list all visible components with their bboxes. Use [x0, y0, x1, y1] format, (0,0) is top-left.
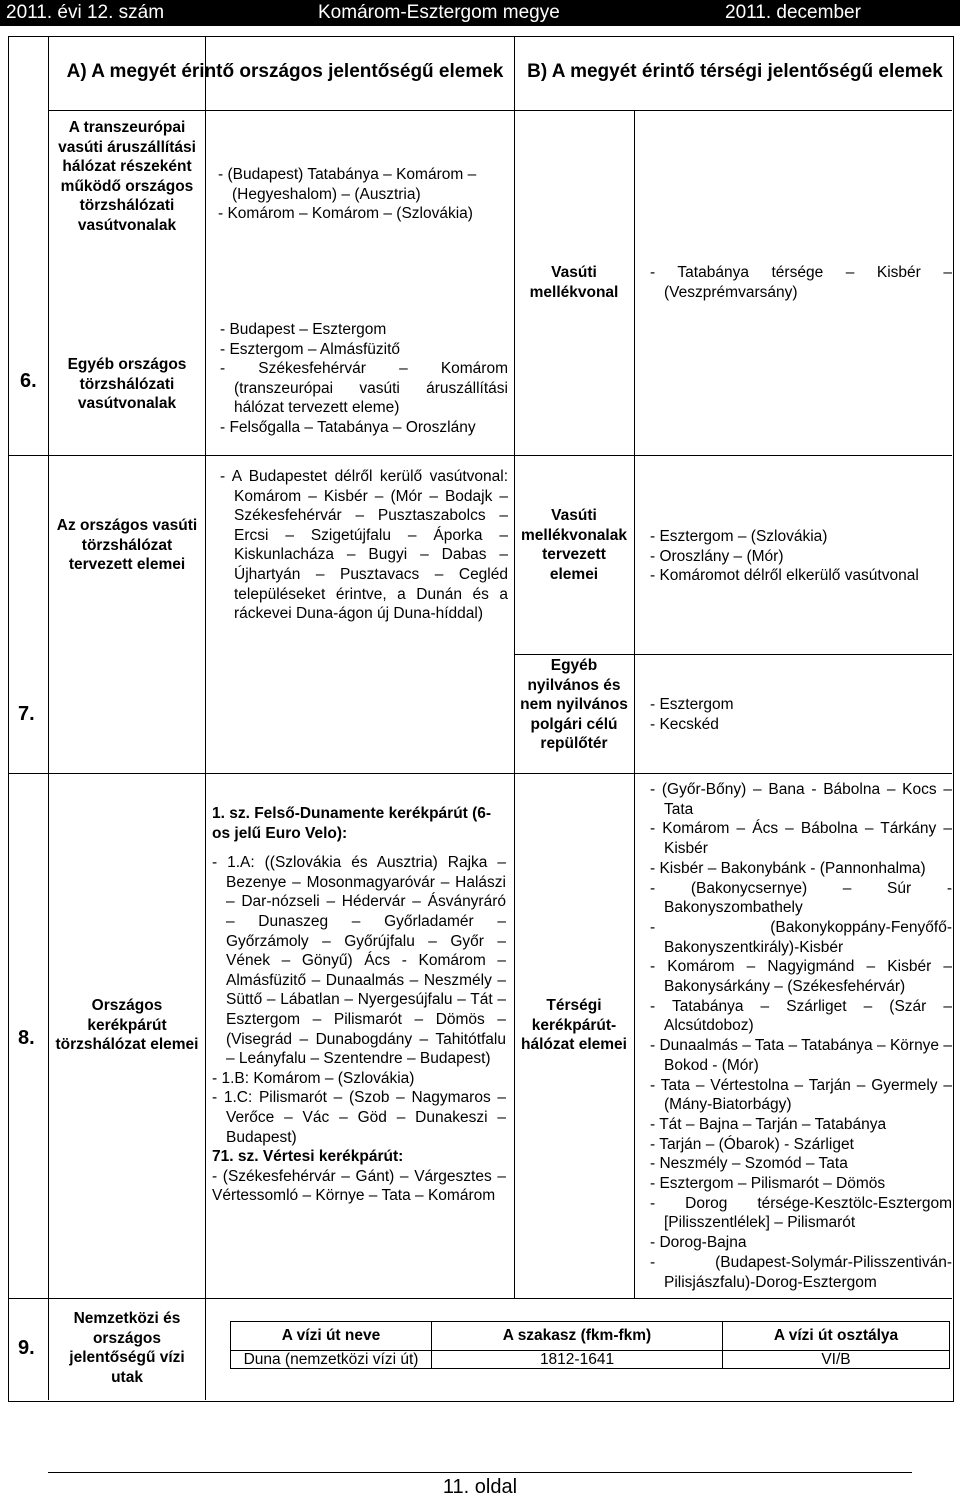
list-item: - Tarján – (Óbarok) - Szárliget	[650, 1135, 854, 1153]
page-number: 11. oldal	[442, 1476, 518, 1498]
row7-a-label: Az országos vasúti törzshálózat tervezett elemei	[56, 517, 198, 574]
route-title: 1. sz. Felső-Dunamente kerékpárút (6-os jelű Euro Velo):	[212, 805, 492, 842]
list-item: - (Bakonycsernye) – Súr - Bakonyszombathely	[650, 879, 952, 917]
list-item: - Tatabánya – Szárliget – (Szár – Alcsútdoboz)	[650, 997, 952, 1035]
grid-line	[205, 36, 206, 1400]
row6-a2-list	[220, 320, 508, 438]
row7-b1-label: Vasúti mellékvonalak tervezett elemei	[521, 507, 627, 583]
row7-b1-list	[650, 527, 952, 586]
page-header	[0, 0, 960, 26]
row6-b1-label: Vasúti mellékvonal	[529, 264, 619, 301]
row-number-7: 7.	[18, 703, 35, 725]
list-item: - Esztergom	[650, 696, 734, 713]
list-item: - Esztergom – Pilismarót – Dömös	[650, 1175, 886, 1193]
route-title: 71. sz. Vértesi kerékpárút:	[212, 1148, 404, 1166]
list-item: - Komárom – Komárom – (Szlovákia)	[218, 205, 473, 223]
table-row	[231, 1351, 950, 1369]
list-item: - Esztergom – Almásfüzitő	[220, 340, 401, 358]
row-number-8: 8.	[18, 1027, 35, 1049]
list-item: - (Budapest-Solymár-Pilisszentiván-Pilisjászfalu)-Dorog-Esztergom	[650, 1253, 952, 1291]
table-header: A vízi út neve	[231, 1322, 432, 1351]
table-cell: VI/B	[723, 1351, 950, 1369]
grid-line	[48, 110, 952, 111]
grid-line	[8, 773, 952, 774]
list-item: - Komáromot délről elkerülő vasútvonal	[650, 567, 919, 585]
row6-a1-list	[218, 165, 506, 224]
row-number-6: 6.	[20, 370, 37, 392]
list-item: - (Budapest) Tatabánya – Komárom – (Hegyeshalom) – (Ausztria)	[218, 166, 477, 203]
list-item: - Tát – Bajna – Tarján – Tatabánya	[650, 1115, 887, 1133]
route-text: - 1.C: Pilismarót – (Szob – Nagymaros – Verőce – Vác – Göd – Dunakeszi – Budapest)	[212, 1089, 506, 1146]
table-header: A szakasz (fkm-fkm)	[432, 1322, 723, 1351]
row7-b2-label: Egyéb nyilvános és nem nyilvános polgári célú repülőtér	[520, 657, 628, 753]
list-item: - Székesfehérvár – Komárom (transzeurópai vasúti áruszállítási hálózat tervezett eleme)	[220, 360, 508, 417]
waterway-table	[230, 1321, 950, 1369]
row7-b2-list	[650, 695, 952, 734]
row6-a1-label: A transzeurópai vasúti áruszállítási hálózat részeként működő országos törzshálózati vasútvonalak	[58, 119, 196, 234]
date-label: 2011. december	[725, 2, 861, 23]
list-item: - Esztergom – (Szlovákia)	[650, 528, 828, 545]
grid-line	[8, 455, 952, 456]
grid-line	[514, 36, 515, 1298]
list-item: - (Bakonykoppány-Fenyőfő-Bakonyszentkirály)-Kisbér	[650, 918, 952, 956]
route-text: - 1.B: Komárom – (Szlovákia)	[212, 1069, 415, 1087]
route-text: - 1.A: ((Szlovákia és Ausztria) Rajka – Bezenye – Mosonmagyaróvár – Halászi – Dar-nózseli – Hédervár – Ásványráró – Dunaszeg – Győrladamér – Győrzámoly – Győrújfalu – Győr – Vének – Gönyű) Ács - Komárom – Almásfüzitő – Dunaalmás – Neszmély – Süttő – Lábatlan – Nyergesújfalu – Tát – Esztergom – Pilismarót – Dömös – (Visegrád – Dunabogdány – Tahitótfalu – Leányfalu – Szentendre – Budapest)	[212, 854, 506, 1068]
list-item: - A Budapestet délről kerülő vasútvonal: Komárom – Kisbér – (Mór – Bodajk – Székesfehérvár – Pusztaszabolcs – Ercsi – Szigetújfalu – Áporka – Kiskunlacháza – Bugyi – Dabas – Újhartyán – Pusztavacs – Cegléd településeket érintve, a Dunán és a ráckevei Duna-ágon új Duna-híddal)	[220, 468, 508, 623]
county-label: Komárom-Esztergom megye	[318, 2, 560, 23]
list-item: - Neszmély – Szomód – Tata	[650, 1155, 848, 1173]
list-item: - Komárom – Ács – Bábolna – Tárkány – Kisbér	[650, 820, 952, 858]
list-item: - Komárom – Nagyigmánd – Kisbér – Bakonysárkány – (Székesfehérvár)	[650, 958, 952, 996]
col-header-b: B) A megyét érintő térségi jelentőségű elemek	[527, 61, 943, 82]
list-item: - Kecskéd	[650, 715, 719, 733]
list-item: - Tata – Vértestolna – Tarján – Gyermely – (Mány-Biatorbágy)	[650, 1076, 952, 1114]
grid-line	[8, 1298, 952, 1299]
list-item: - (Győr-Bőny) – Bana - Bábolna – Kocs – Tata	[650, 781, 952, 818]
row-number-9: 9.	[18, 1337, 35, 1359]
table-header: A vízi út osztálya	[723, 1322, 950, 1351]
row9-a-label: Nemzetközi és országos jelentőségű vízi utak	[69, 1310, 185, 1386]
table-cell: 1812-1641	[432, 1351, 723, 1369]
grid-line	[634, 110, 635, 1298]
list-item: - Dunaalmás – Tata – Tatabánya – Környe – Bokod - (Mór)	[650, 1037, 952, 1074]
list-item: - Dorog-Bajna	[650, 1234, 747, 1252]
grid-line	[514, 654, 952, 655]
row8-b-label: Térségi kerékpárút-hálózat elemei	[521, 997, 627, 1054]
grid-line	[48, 36, 49, 1400]
list-item: - Tatabánya térsége – Kisbér – (Veszprémvarsány)	[650, 264, 952, 301]
route-text: - (Székesfehérvár – Gánt) – Várgesztes – Vértessomló – Környe – Tata – Komárom	[212, 1167, 506, 1205]
list-item: - Dorog térsége-Kesztölc-Esztergom [Pilisszentlélek] – Pilismarót	[650, 1194, 952, 1232]
row8-a-content	[212, 804, 506, 1206]
table-cell: Duna (nemzetközi vízi út)	[231, 1351, 432, 1369]
issue-label: 2011. évi 12. szám	[6, 2, 165, 23]
row8-a-label: Országos kerékpárút törzshálózat elemei	[55, 997, 199, 1054]
footer-divider	[48, 1472, 912, 1473]
col-header-a: A) A megyét érintő országos jelentőségű elemek	[66, 61, 504, 82]
row6-a2-label: Egyéb országos törzshálózati vasútvonalak	[67, 356, 187, 413]
list-item: - Budapest – Esztergom	[220, 321, 387, 338]
row8-b-list	[650, 780, 952, 1292]
list-item: - Kisbér – Bakonybánk - (Pannonhalma)	[650, 859, 926, 877]
list-item: - Oroszlány – (Mór)	[650, 547, 784, 565]
list-item: - Felsőgalla – Tatabánya – Oroszlány	[220, 418, 476, 436]
